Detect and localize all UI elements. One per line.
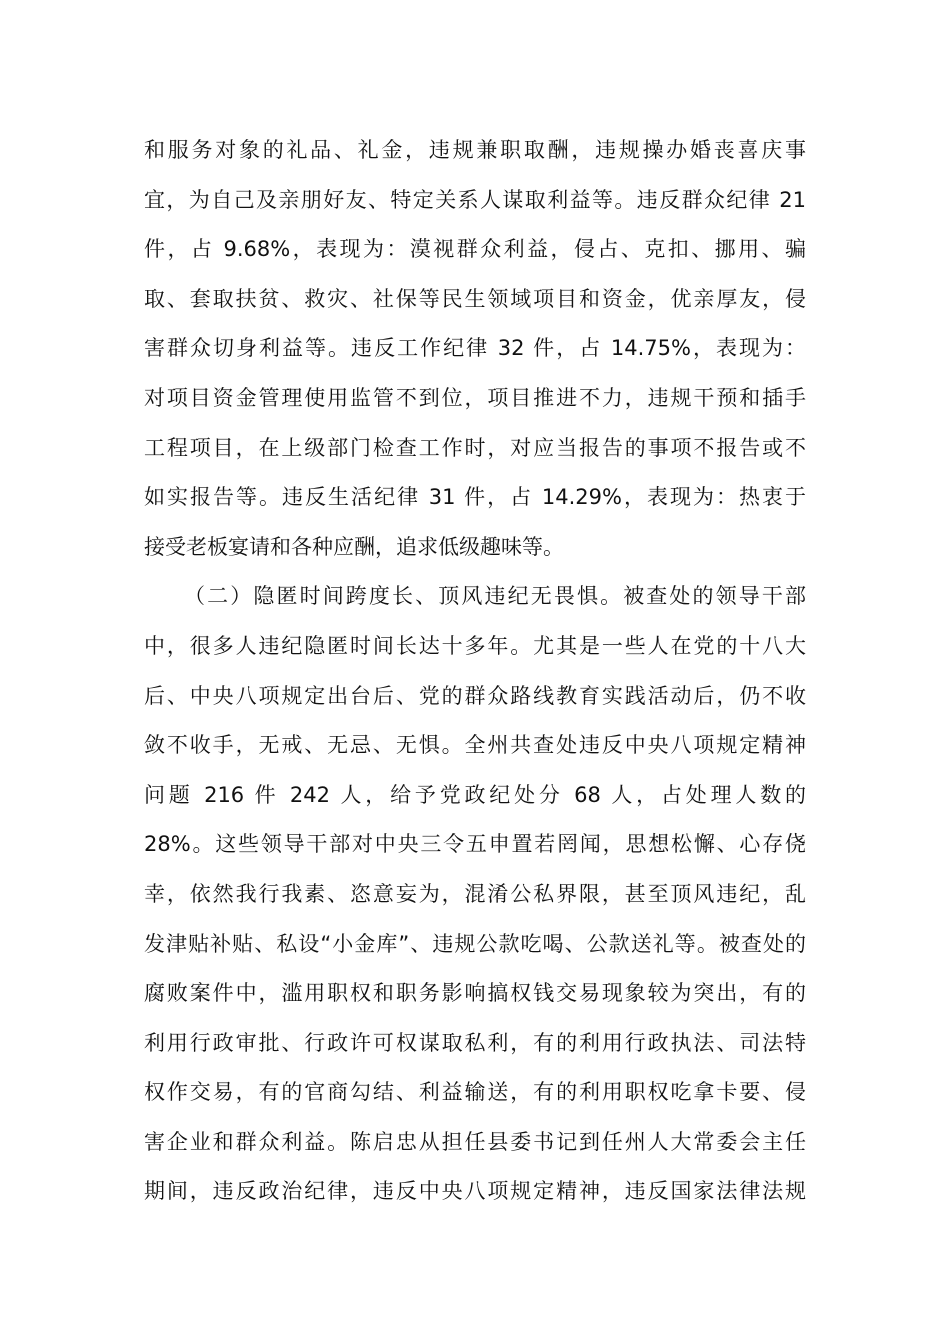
text-line: 害企业和群众利益。陈启忠从担任县委书记到任州人大常委会主任 (144, 1129, 806, 1154)
text-line: 中，很多人违纪隐匿时间长达十多年。尤其是一些人在党的十八大 (144, 633, 806, 658)
text-line: 腐败案件中，滥用职权和职务影响搞权钱交易现象较为突出，有的 (144, 981, 806, 1006)
text-line: 幸，依然我行我素、恣意妄为，混淆公私界限，甚至顶风违纪，乱 (144, 881, 806, 906)
text-line: 发津贴补贴、私设“小金库”、违规公款吃喝、公款送礼等。被查处的 (144, 931, 806, 956)
paragraph-end-line: 接受老板宴请和各种应酬，追求低级趣味等。 (144, 534, 564, 559)
text-line: 后、中央八项规定出台后、党的群众路线教育实践活动后，仍不收 (144, 683, 806, 708)
text-line: 敛不收手，无戒、无忌、无惧。全州共查处违反中央八项规定精神 (144, 733, 806, 758)
text-line: 28%。这些领导干部对中央三令五申置若罔闻，思想松懈、心存侥 (144, 832, 806, 857)
text-line: 利用行政审批、行政许可权谋取私利，有的利用行政执法、司法特 (144, 1030, 806, 1055)
text-line: 期间，违反政治纪律，违反中央八项规定精神，违反国家法律法规 (144, 1179, 806, 1204)
text-line: 宜，为自己及亲朋好友、特定关系人谋取利益等。违反群众纪律 21 (144, 187, 806, 212)
text-line: 取、套取扶贫、救灾、社保等民生领域项目和资金，优亲厚友，侵 (144, 286, 806, 311)
text-line: 害群众切身利益等。违反工作纪律 32 件，占 14.75%，表现为： (144, 336, 806, 361)
text-line: 工程项目，在上级部门检查工作时，对应当报告的事项不报告或不 (144, 435, 806, 460)
text-line: 对项目资金管理使用监管不到位，项目推进不力，违规干预和插手 (144, 385, 806, 410)
text-line: 如实报告等。违反生活纪律 31 件，占 14.29%，表现为：热衷于 (144, 485, 806, 510)
text-line: 问题 216 件 242 人，给予党政纪处分 68 人，占处理人数的 (144, 782, 806, 807)
section-heading-line: （二）隐匿时间跨度长、顶风违纪无畏惧。被查处的领导干部 (184, 584, 806, 609)
text-line: 和服务对象的礼品、礼金，违规兼职取酬，违规操办婚丧喜庆事 (144, 138, 806, 162)
text-line: 件，占 9.68%，表现为：漠视群众利益，侵占、克扣、挪用、骗 (144, 237, 806, 262)
text-line: 权作交易，有的官商勾结、利益输送，有的利用职权吃拿卡要、侵 (144, 1080, 806, 1105)
body-text (144, 126, 806, 1217)
